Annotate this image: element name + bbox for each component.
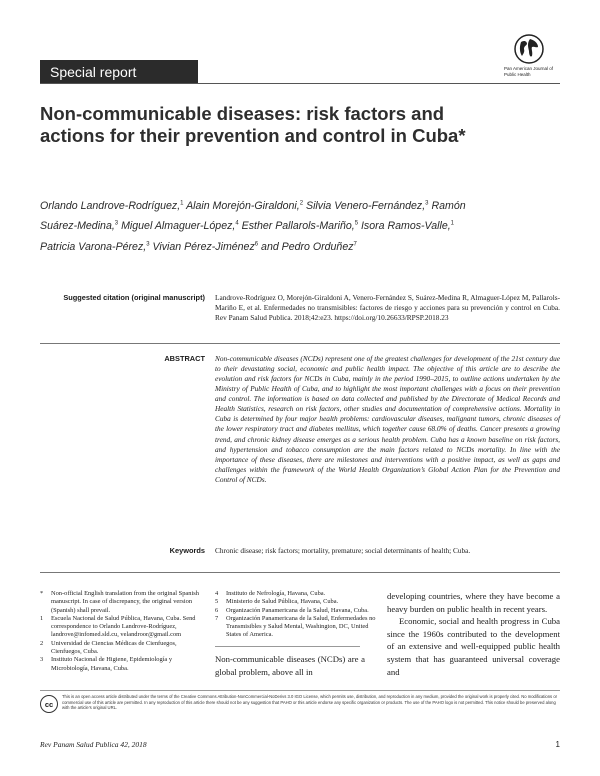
divider xyxy=(40,572,560,573)
body-paragraph: developing countries, where they have become a heavy burden on public health in recent years. xyxy=(387,591,560,614)
divider xyxy=(215,646,360,647)
header-rule xyxy=(40,83,560,84)
footnotes-column-2 xyxy=(215,590,380,640)
author: Ramón Suárez-Medina,$^3$ xyxy=(40,199,466,233)
author: Alain Morejón-Giraldoni,$^2$ xyxy=(186,199,304,212)
keywords-text: Chronic disease; risk factors; mortality, premature; social determinants of health; Cuba. xyxy=(215,546,471,555)
journal-logo xyxy=(504,34,554,84)
author: Isora Ramos-Valle,$^1$ xyxy=(360,220,455,233)
footnote: * Non-official English translation from the original Spanish manuscript. In case of discrepancy, the original version (Spanish) shall prevail. xyxy=(40,590,199,614)
footnote: 7 Organización Panamericana de la Salud, Enfermedades no Transmisibles y Salud Mental, Washington, DC, United States of America. xyxy=(215,614,376,639)
abstract-text: Non-communicable diseases (NCDs) represent one of the greatest challenges for development of the 21st century due to their devastating social, economic and public health impact. The objective of this article are to describe the evolution and risk factors for NCDs in Cuba, mainly in the period 1990–2015, to outline actions undertaken by the Ministry of Public Health of Cuba, and to highlight the most important challenges with a focus on their prevention and control. The information is based on data collected and published by the Directorate of Medical Records and Health Statistics, research on risk factors, other studies and documentation of comprehensive actions. Mortality in Cuba is determined by four major health problems: cardiovascular diseases, malignant tumors, chronic diseases of the lower respiratory tract and diabetes mellitus, which together cause 68.0% of deaths. Cancer presents a growing trend, and chronic kidney disease emerges as a serious health problem. Cuba has a known baseline on risk factors, and hypertension and tobacco consumption are the main factors related to NCDs mortality. In line with the importance of these diseases, there are milestones and interventions with a positive impact, as well as gaps and challenges within the framework of the World Health Organization’s Global Action Plan for the Prevention and Control of NCDs. xyxy=(215,354,560,484)
author: Esther Pallarols-Mariño,$^5$ xyxy=(241,220,359,233)
creative-commons-icon: cc xyxy=(40,695,58,713)
footer-journal-citation: Rev Panam Salud Publica 42, 2018 xyxy=(40,740,147,749)
divider xyxy=(40,343,560,344)
article-title: Non-communicable diseases: risk factors and actions for their prevention and control in Cuba* xyxy=(40,103,466,146)
divider xyxy=(40,690,560,691)
footnote: 1 Escuela Nacional de Salud Pública, Havana, Cuba. Send correspondence to Orlando Landrove-Rodríguez, landrove@infomed.sld.cu, velandroor@gmail.com xyxy=(40,614,196,639)
license-notice: This is an open access article distributed under the terms of the Creative Commons Attribution-NonCommercial-NoDerivs 3.0 IGO License, which permits use, distribution, and reproduction in any medium, provided the original work is properly cited. No modifications or commercial use of this article are permitted. In any reproduction of this article there should not be any suggestion that PAHO or this article endorse any specific organization or products. The use of the PAHO logo is not permitted. This notice should be preserved along with the article’s original URL. xyxy=(62,694,558,711)
abstract-label: ABSTRACT xyxy=(164,354,205,363)
body-paragraph: Non-communicable diseases (NCDs) are a global problem, above all in xyxy=(215,654,365,677)
footnotes-column-1 xyxy=(40,590,205,673)
footnote: 6 Organización Panamericana de la Salud, Havana, Cuba. xyxy=(215,606,369,614)
author: and Pedro Orduñez$^7$ xyxy=(261,240,357,253)
section-tag: Special report xyxy=(40,60,198,84)
footnote: 3 Instituto Nacional de Higiene, Epidemiología y Microbiología, Havana, Cuba. xyxy=(40,656,173,672)
author: Patricia Varona-Pérez,$^3$ xyxy=(40,240,150,253)
footnote: 2 Universidad de Ciencias Médicas de Cienfuegos, Cienfuegos, Cuba. xyxy=(40,639,177,656)
page-number: 1 xyxy=(555,740,560,749)
body-paragraph: Economic, social and health progress in Cuba since the 1960s contributed to the development of an extensive and well-equipped public health system that has guaranteed universal coverage and xyxy=(387,616,560,677)
citation-text: Landrove-Rodríguez O, Morejón-Giraldoni A, Venero-Fernández S, Suárez-Medina R, Almaguer-López M, Pallarols-Mariño E, et al. Enfermedades no transmisibles: factores de riesgo y acciones para su prevención y control en Cuba. Rev Panam Salud Publica. 2018;42:e23. https://doi.org/10.26633/RPSP.2018.23 xyxy=(215,293,560,323)
citation-label: Suggested citation (original manuscript) xyxy=(63,293,205,302)
author: Miguel Almaguer-López,$^4$ xyxy=(121,220,239,233)
body-column-3 xyxy=(387,590,560,678)
globe-icon xyxy=(514,34,544,64)
keywords-label: Keywords xyxy=(169,546,205,555)
footnote: 4 Instituto de Nefrología, Havana, Cuba. xyxy=(215,590,326,597)
footnote: 5 Ministerio de Salud Pública, Havana, Cuba. xyxy=(215,598,339,606)
author: Silvia Venero-Fernández,$^3$ xyxy=(306,199,429,212)
author: Orlando Landrove-Rodríguez,$^1$ xyxy=(40,199,184,212)
author: Vivian Pérez-Jiménez$^6$ xyxy=(152,240,259,253)
journal-name: Pan American Journal of Public Health xyxy=(504,66,554,77)
author-list xyxy=(40,194,490,256)
